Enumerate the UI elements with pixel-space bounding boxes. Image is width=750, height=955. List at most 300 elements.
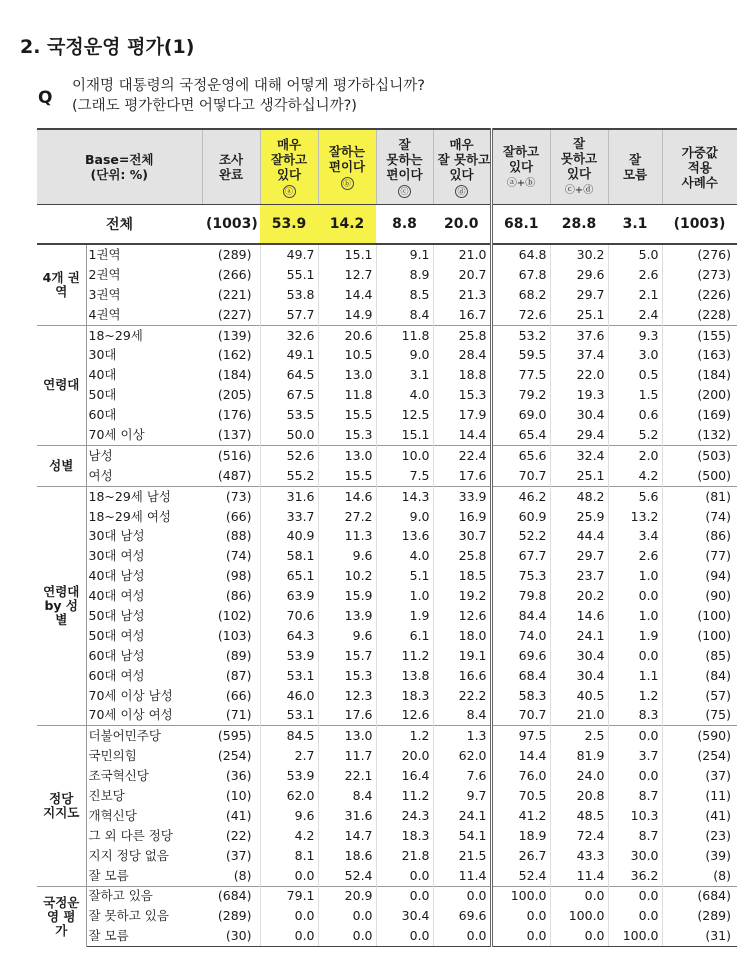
data-cell: 26.7 bbox=[491, 846, 550, 866]
table-row bbox=[37, 466, 737, 486]
data-cell: 36.2 bbox=[608, 866, 662, 886]
table-row bbox=[37, 626, 737, 646]
row-label: 진보당 bbox=[88, 787, 125, 803]
data-cell: 53.9 bbox=[260, 646, 318, 666]
data-cell: 1.0 bbox=[376, 586, 433, 606]
data-cell: 31.6 bbox=[260, 486, 318, 506]
data-cell: 74.0 bbox=[491, 626, 550, 646]
group-label: 연령대 by 성별 bbox=[37, 486, 86, 726]
column-header-4 bbox=[433, 129, 491, 205]
data-cell: 15.3 bbox=[318, 666, 376, 686]
data-cell: (169) bbox=[662, 405, 737, 425]
data-cell: (57) bbox=[662, 686, 737, 706]
data-cell: (22) bbox=[225, 827, 252, 843]
base-label-1: Base=전체 bbox=[85, 152, 154, 167]
data-cell: 25.8 bbox=[433, 546, 491, 566]
data-cell: 15.3 bbox=[318, 425, 376, 445]
data-cell: (684) bbox=[202, 886, 260, 906]
data-cell: 55.2 bbox=[260, 466, 318, 486]
data-cell: 33.9 bbox=[433, 486, 491, 506]
data-cell: 24.1 bbox=[550, 626, 608, 646]
table-row bbox=[37, 244, 737, 265]
base-label-2: (단위: %) bbox=[90, 167, 148, 182]
data-cell: 0.0 bbox=[608, 766, 662, 786]
table-row bbox=[37, 806, 737, 826]
data-cell: 84.5 bbox=[260, 726, 318, 746]
data-cell: (100) bbox=[662, 606, 737, 626]
data-cell: 12.6 bbox=[433, 606, 491, 626]
data-cell: 2.7 bbox=[260, 746, 318, 766]
data-cell: 5.1 bbox=[376, 566, 433, 586]
data-cell: (37) bbox=[662, 766, 737, 786]
table-row bbox=[37, 686, 737, 706]
question-line-2: (그래도 평가한다면 어떻다고 생각하십니까?) bbox=[72, 98, 357, 114]
data-cell: 18.3 bbox=[376, 686, 433, 706]
question-line-1: 이재명 대통령의 국정운영에 대해 어떻게 평가하십니까? bbox=[72, 78, 425, 94]
data-cell: 9.0 bbox=[376, 507, 433, 527]
data-cell: (289) bbox=[217, 908, 252, 924]
data-cell: (84) bbox=[662, 666, 737, 686]
data-cell: 0.0 bbox=[260, 866, 318, 886]
data-cell: 25.1 bbox=[550, 305, 608, 325]
column-header-5 bbox=[491, 129, 550, 205]
data-cell: 17.6 bbox=[433, 466, 491, 486]
data-cell: 14.9 bbox=[318, 305, 376, 325]
data-cell: 11.2 bbox=[376, 646, 433, 666]
data-cell: (30) bbox=[202, 926, 260, 946]
data-cell: 0.0 bbox=[550, 886, 608, 906]
row-label: 50대 남성 bbox=[88, 607, 145, 623]
data-cell: 25.8 bbox=[433, 325, 491, 345]
data-cell: (74) bbox=[225, 548, 252, 564]
data-cell: 17.6 bbox=[318, 705, 376, 725]
table-row bbox=[37, 325, 737, 345]
data-cell: 29.7 bbox=[550, 546, 608, 566]
table-row bbox=[37, 305, 737, 325]
column-header-line: 잘하고 bbox=[502, 143, 540, 159]
data-cell: (487) bbox=[217, 467, 252, 483]
data-cell: 68.4 bbox=[491, 666, 550, 686]
data-cell: 12.3 bbox=[318, 686, 376, 706]
data-cell: (590) bbox=[662, 726, 737, 746]
data-cell: 19.1 bbox=[433, 646, 491, 666]
data-cell: 17.9 bbox=[433, 405, 491, 425]
column-header-8 bbox=[662, 129, 737, 205]
column-header-3 bbox=[376, 129, 433, 205]
data-cell: 13.6 bbox=[376, 526, 433, 546]
data-cell: 70.5 bbox=[491, 786, 550, 806]
data-cell: 32.4 bbox=[550, 445, 608, 465]
group-3 bbox=[37, 486, 737, 726]
data-cell: 0.0 bbox=[608, 886, 662, 906]
row-label: 잘하고 있음 bbox=[86, 886, 202, 906]
row-label: 60대 bbox=[88, 407, 117, 423]
row-label: 국민의힘 bbox=[88, 748, 137, 764]
group-4 bbox=[37, 726, 737, 886]
data-cell: 84.4 bbox=[491, 606, 550, 626]
data-cell: 30.0 bbox=[608, 846, 662, 866]
data-cell: 69.6 bbox=[433, 906, 491, 926]
total-label: 전체 bbox=[37, 205, 202, 245]
data-cell: 21.5 bbox=[433, 846, 491, 866]
data-cell: 97.5 bbox=[491, 726, 550, 746]
data-cell: 58.3 bbox=[491, 686, 550, 706]
row-label: 40대 남성 bbox=[88, 568, 145, 584]
data-cell: 16.9 bbox=[433, 507, 491, 527]
column-header-0 bbox=[202, 129, 260, 205]
column-header-7 bbox=[608, 129, 662, 205]
data-cell: 0.0 bbox=[608, 586, 662, 606]
row-label: 30대 여성 bbox=[88, 548, 145, 564]
data-cell: 29.6 bbox=[550, 265, 608, 285]
data-cell: 15.1 bbox=[376, 425, 433, 445]
data-cell: 5.6 bbox=[608, 486, 662, 506]
column-mark: ⓓ bbox=[455, 185, 468, 198]
table-row bbox=[37, 526, 737, 546]
row-label: 잘 모름 bbox=[86, 926, 202, 946]
data-cell: 25.9 bbox=[550, 507, 608, 527]
column-header-line: 잘 bbox=[572, 136, 586, 151]
data-cell: 30.2 bbox=[550, 244, 608, 265]
data-cell: 52.2 bbox=[491, 526, 550, 546]
data-cell: (162) bbox=[217, 347, 252, 363]
total-cell: 28.8 bbox=[550, 205, 608, 245]
data-cell: 9.6 bbox=[318, 546, 376, 566]
data-cell: 14.6 bbox=[550, 606, 608, 626]
data-cell: 49.1 bbox=[260, 345, 318, 365]
data-cell: 62.0 bbox=[260, 786, 318, 806]
data-cell: 22.1 bbox=[318, 766, 376, 786]
column-header-line: 있다 bbox=[508, 158, 534, 174]
data-cell: 11.4 bbox=[433, 866, 491, 886]
table-row bbox=[37, 726, 737, 746]
data-cell: 67.8 bbox=[491, 265, 550, 285]
data-cell: 0.0 bbox=[318, 906, 376, 926]
column-mark: ⓑ bbox=[341, 177, 354, 190]
data-cell: 8.7 bbox=[608, 826, 662, 846]
table-row bbox=[37, 786, 737, 806]
column-header-6 bbox=[550, 129, 608, 205]
data-cell: 11.7 bbox=[318, 746, 376, 766]
data-cell: 21.0 bbox=[550, 705, 608, 725]
data-cell: 0.0 bbox=[491, 926, 550, 946]
data-cell: 13.8 bbox=[376, 666, 433, 686]
data-cell: 18.6 bbox=[318, 846, 376, 866]
data-cell: 53.5 bbox=[260, 405, 318, 425]
data-cell: 29.4 bbox=[550, 425, 608, 445]
data-cell: 40.5 bbox=[550, 686, 608, 706]
data-cell: 69.0 bbox=[491, 405, 550, 425]
table-row bbox=[37, 546, 737, 566]
data-cell: 20.0 bbox=[376, 746, 433, 766]
data-cell: 12.7 bbox=[318, 265, 376, 285]
data-cell: 19.2 bbox=[433, 586, 491, 606]
data-cell: 0.0 bbox=[260, 926, 318, 946]
column-header-line: 조사 bbox=[218, 152, 244, 167]
data-cell: 14.6 bbox=[318, 486, 376, 506]
column-header-line: 적용 bbox=[687, 159, 712, 175]
data-cell: (227) bbox=[217, 306, 252, 322]
table-row bbox=[37, 666, 737, 686]
data-cell: 2.4 bbox=[608, 305, 662, 325]
data-cell: 1.0 bbox=[608, 606, 662, 626]
data-cell: 21.3 bbox=[433, 285, 491, 305]
data-cell: (200) bbox=[662, 385, 737, 405]
data-cell: 24.1 bbox=[433, 806, 491, 826]
data-cell: 16.7 bbox=[433, 305, 491, 325]
data-cell: 1.2 bbox=[608, 686, 662, 706]
table-row bbox=[37, 766, 737, 786]
row-label: 40대 여성 bbox=[88, 588, 145, 604]
data-cell: 20.6 bbox=[318, 325, 376, 345]
data-cell: 28.4 bbox=[433, 345, 491, 365]
data-cell: 0.0 bbox=[433, 926, 491, 946]
data-cell: (23) bbox=[662, 826, 737, 846]
data-cell: 64.3 bbox=[260, 626, 318, 646]
data-cell: 59.5 bbox=[491, 345, 550, 365]
data-cell: 0.0 bbox=[608, 906, 662, 926]
data-cell: 54.1 bbox=[433, 826, 491, 846]
data-cell: 10.2 bbox=[318, 566, 376, 586]
data-cell: 100.0 bbox=[491, 886, 550, 906]
data-cell: 1.0 bbox=[608, 566, 662, 586]
table-row bbox=[37, 285, 737, 305]
data-cell: 16.6 bbox=[433, 666, 491, 686]
data-cell: 4.0 bbox=[376, 385, 433, 405]
question-mark: Q bbox=[38, 88, 53, 108]
data-cell: 81.9 bbox=[550, 746, 608, 766]
row-label: 30대 남성 bbox=[88, 528, 145, 544]
column-header-line: 있다 bbox=[566, 166, 592, 181]
data-cell: 15.5 bbox=[318, 466, 376, 486]
data-cell: (77) bbox=[662, 546, 737, 566]
table-row bbox=[37, 566, 737, 586]
data-cell: 7.5 bbox=[376, 466, 433, 486]
row-label: 70세 이상 bbox=[88, 426, 145, 442]
data-cell: 72.6 bbox=[491, 305, 550, 325]
row-label: 50대 여성 bbox=[88, 627, 145, 643]
table-row bbox=[37, 886, 737, 906]
data-cell: 46.0 bbox=[260, 686, 318, 706]
row-label: 잘 모름 bbox=[88, 867, 129, 883]
data-cell: (100) bbox=[662, 626, 737, 646]
data-cell: 4.2 bbox=[260, 826, 318, 846]
data-cell: 3.0 bbox=[608, 345, 662, 365]
data-cell: 8.7 bbox=[608, 786, 662, 806]
row-label: 2권역 bbox=[88, 266, 121, 282]
data-cell: 0.0 bbox=[550, 926, 608, 946]
group-label: 성별 bbox=[37, 445, 86, 486]
column-mark: ⓒ bbox=[398, 185, 411, 198]
data-cell: 53.1 bbox=[260, 666, 318, 686]
data-cell: 1.1 bbox=[608, 666, 662, 686]
data-cell: 79.1 bbox=[260, 886, 318, 906]
data-cell: 70.6 bbox=[260, 606, 318, 626]
row-label: 18~29세 여성 bbox=[88, 508, 171, 524]
data-cell: 9.1 bbox=[376, 244, 433, 265]
data-cell: 2.6 bbox=[608, 546, 662, 566]
data-cell: 2.6 bbox=[608, 265, 662, 285]
data-cell: (228) bbox=[662, 305, 737, 325]
data-cell: 67.5 bbox=[260, 385, 318, 405]
data-cell: 70.7 bbox=[491, 705, 550, 725]
row-label: 잘 못하고 있음 bbox=[88, 908, 169, 924]
data-cell: 30.7 bbox=[433, 526, 491, 546]
data-cell: (254) bbox=[217, 748, 252, 764]
data-cell: 18.5 bbox=[433, 566, 491, 586]
data-cell: 5.2 bbox=[608, 425, 662, 445]
data-cell: (102) bbox=[217, 607, 252, 623]
row-label: 70세 이상 남성 bbox=[88, 687, 173, 703]
data-cell: 0.0 bbox=[433, 886, 491, 906]
data-cell: 22.2 bbox=[433, 686, 491, 706]
data-cell: 76.0 bbox=[491, 766, 550, 786]
question-text bbox=[72, 76, 425, 116]
data-cell: (503) bbox=[662, 445, 737, 465]
data-cell: 63.9 bbox=[260, 586, 318, 606]
column-mark: ⓒ+ⓓ bbox=[564, 185, 594, 196]
data-cell: (595) bbox=[202, 726, 260, 746]
data-cell: 20.8 bbox=[550, 786, 608, 806]
data-cell: 23.7 bbox=[550, 566, 608, 586]
data-cell: (221) bbox=[217, 286, 252, 302]
total-cell: 3.1 bbox=[608, 205, 662, 245]
data-cell: 21.0 bbox=[433, 244, 491, 265]
data-cell: 15.7 bbox=[318, 646, 376, 666]
data-cell: 18.3 bbox=[376, 826, 433, 846]
data-cell: 20.7 bbox=[433, 265, 491, 285]
data-cell: 44.4 bbox=[550, 526, 608, 546]
row-label: 더불어민주당 bbox=[86, 726, 202, 746]
data-cell: 100.0 bbox=[608, 926, 662, 946]
data-cell: 53.8 bbox=[260, 285, 318, 305]
data-cell: 11.2 bbox=[376, 786, 433, 806]
data-cell: 0.0 bbox=[376, 886, 433, 906]
data-cell: 50.0 bbox=[260, 425, 318, 445]
data-cell: 30.4 bbox=[376, 906, 433, 926]
table-row bbox=[37, 906, 737, 926]
column-header-line: 가중값 bbox=[681, 144, 718, 160]
data-cell: 77.5 bbox=[491, 365, 550, 385]
data-cell: 9.0 bbox=[376, 345, 433, 365]
data-cell: 69.6 bbox=[491, 646, 550, 666]
data-cell: 65.6 bbox=[491, 445, 550, 465]
data-cell: 13.0 bbox=[318, 365, 376, 385]
row-label: 개혁신당 bbox=[88, 807, 137, 823]
column-header-line: 있다 bbox=[449, 166, 474, 182]
data-cell: 67.7 bbox=[491, 546, 550, 566]
data-cell: (66) bbox=[225, 687, 252, 703]
data-cell: (89) bbox=[225, 647, 252, 663]
data-cell: (41) bbox=[662, 806, 737, 826]
data-cell: (39) bbox=[662, 846, 737, 866]
data-cell: (90) bbox=[662, 586, 737, 606]
data-cell: (516) bbox=[202, 445, 260, 465]
data-cell: 15.9 bbox=[318, 586, 376, 606]
data-cell: 24.0 bbox=[550, 766, 608, 786]
data-cell: (205) bbox=[217, 387, 252, 403]
data-cell: (73) bbox=[202, 486, 260, 506]
data-cell: 64.5 bbox=[260, 365, 318, 385]
data-cell: (86) bbox=[225, 588, 252, 604]
data-cell: 46.2 bbox=[491, 486, 550, 506]
column-header-line: 잘 못하고 bbox=[437, 151, 491, 167]
data-cell: (289) bbox=[662, 906, 737, 926]
data-cell: 65.4 bbox=[491, 425, 550, 445]
data-cell: (36) bbox=[225, 768, 252, 784]
data-cell: 2.5 bbox=[550, 726, 608, 746]
data-cell: 62.0 bbox=[433, 746, 491, 766]
row-label: 남성 bbox=[86, 445, 202, 465]
column-header-line: 완료 bbox=[218, 167, 244, 182]
data-cell: 21.8 bbox=[376, 846, 433, 866]
table-row bbox=[37, 445, 737, 465]
row-label: 3권역 bbox=[88, 286, 121, 302]
table-row bbox=[37, 425, 737, 445]
data-cell: 7.6 bbox=[433, 766, 491, 786]
column-header-line: 못하고 bbox=[560, 151, 598, 166]
data-cell: (500) bbox=[662, 466, 737, 486]
group-0 bbox=[37, 244, 737, 325]
data-cell: 0.6 bbox=[608, 405, 662, 425]
group-label: 4개 권역 bbox=[37, 244, 86, 325]
data-cell: 52.6 bbox=[260, 445, 318, 465]
table-row bbox=[37, 486, 737, 506]
total-cell: (1003) bbox=[662, 205, 737, 245]
table-row bbox=[37, 846, 737, 866]
results-table bbox=[37, 128, 737, 947]
data-cell: 52.4 bbox=[491, 866, 550, 886]
row-label: 조국혁신당 bbox=[88, 768, 149, 784]
data-cell: 10.3 bbox=[608, 806, 662, 826]
row-label: 70세 이상 여성 bbox=[88, 707, 173, 723]
data-cell: 1.9 bbox=[608, 626, 662, 646]
data-cell: 3.1 bbox=[376, 365, 433, 385]
data-cell: 11.8 bbox=[318, 385, 376, 405]
table-row bbox=[37, 866, 737, 886]
total-cell: 14.2 bbox=[318, 205, 376, 245]
data-cell: 55.1 bbox=[260, 265, 318, 285]
data-cell: 79.2 bbox=[491, 385, 550, 405]
data-cell: 33.7 bbox=[260, 507, 318, 527]
data-cell: 16.4 bbox=[376, 766, 433, 786]
data-cell: 53.9 bbox=[260, 766, 318, 786]
data-cell: 48.5 bbox=[550, 806, 608, 826]
table-row bbox=[37, 405, 737, 425]
group-label: 국정운영 평가 bbox=[37, 886, 86, 947]
data-cell: 64.8 bbox=[491, 244, 550, 265]
data-cell: 25.1 bbox=[550, 466, 608, 486]
row-label: 그 외 다른 정당 bbox=[88, 827, 173, 843]
data-cell: (176) bbox=[217, 407, 252, 423]
data-cell: (88) bbox=[225, 528, 252, 544]
data-cell: 8.4 bbox=[376, 305, 433, 325]
data-cell: (98) bbox=[225, 568, 252, 584]
data-cell: 0.5 bbox=[608, 365, 662, 385]
data-cell: 1.5 bbox=[608, 385, 662, 405]
row-label: 4권역 bbox=[88, 306, 121, 322]
header-row bbox=[37, 129, 737, 205]
data-cell: 9.6 bbox=[318, 626, 376, 646]
data-cell: (139) bbox=[202, 325, 260, 345]
data-cell: 15.3 bbox=[433, 385, 491, 405]
table-row bbox=[37, 646, 737, 666]
data-cell: 13.0 bbox=[318, 726, 376, 746]
data-cell: 4.0 bbox=[376, 546, 433, 566]
data-cell: 5.0 bbox=[608, 244, 662, 265]
column-header-line: 편이다 bbox=[328, 159, 366, 174]
data-cell: 20.2 bbox=[550, 586, 608, 606]
